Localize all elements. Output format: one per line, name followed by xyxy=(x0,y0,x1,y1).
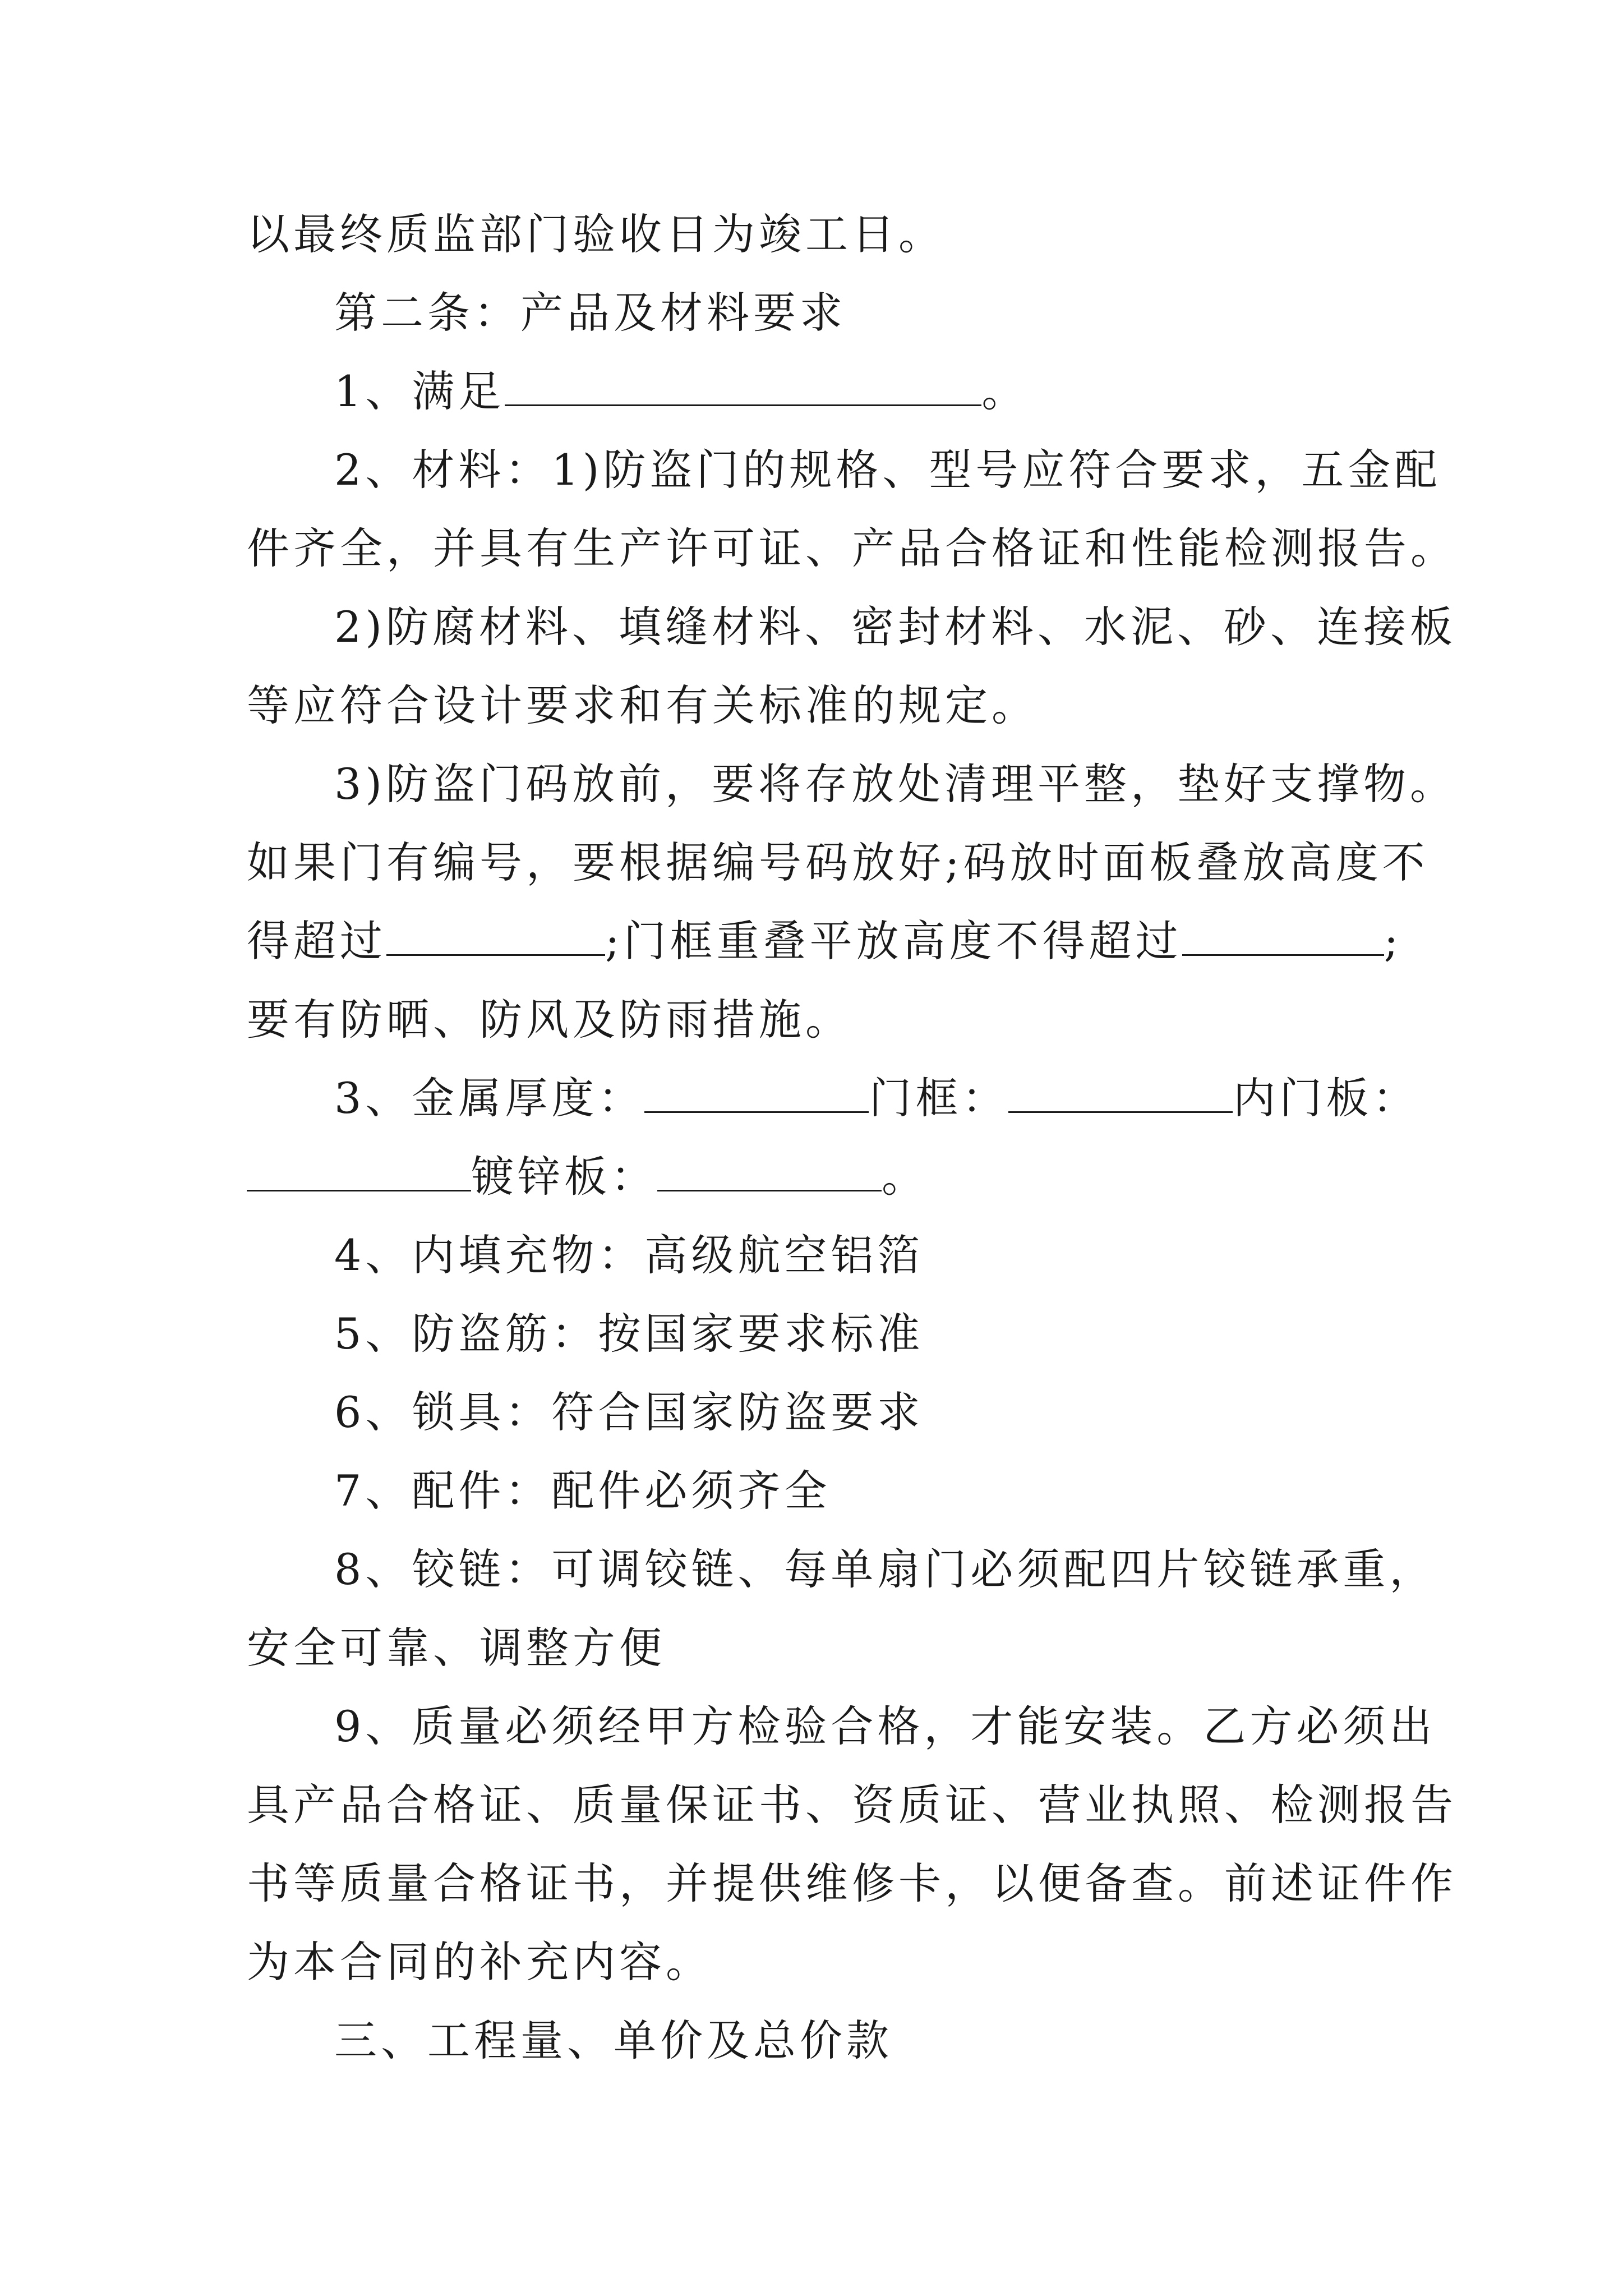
text-line xyxy=(334,756,1456,812)
text-line xyxy=(334,1699,1436,1755)
line-text: ; xyxy=(1384,916,1403,966)
text-line xyxy=(334,1227,924,1283)
line-text: 5、防盗筋：按国家要求标准 xyxy=(334,1309,924,1359)
line-text: 2、材料：1)防盗门的规格、型号应符合要求，五金配 xyxy=(334,445,1441,495)
text-line xyxy=(247,835,1429,891)
line-text: 。 xyxy=(882,1152,928,1202)
text-line xyxy=(247,1777,1457,1833)
section-heading xyxy=(334,2013,893,2069)
fill-in-blank xyxy=(1008,1078,1233,1113)
text-line xyxy=(334,1384,924,1441)
text-line xyxy=(247,913,1402,969)
line-text: 3、金属厚度： xyxy=(334,1073,645,1123)
fill-in-blank xyxy=(386,921,605,956)
text-line xyxy=(247,521,1457,577)
fill-in-blank xyxy=(644,1078,869,1113)
text-line xyxy=(247,206,945,263)
line-text: 得超过 xyxy=(247,916,386,966)
line-text: 7、配件：配件必须齐全 xyxy=(334,1466,831,1516)
fill-in-blank xyxy=(657,1156,882,1191)
text-line xyxy=(334,1306,924,1362)
text-line xyxy=(334,1542,1436,1598)
text-line xyxy=(334,1463,831,1519)
line-text: 镀锌板： xyxy=(471,1152,657,1202)
text-line xyxy=(247,1149,928,1205)
line-text: 6、锁具：符合国家防盗要求 xyxy=(334,1387,924,1437)
fill-in-blank xyxy=(1182,921,1384,956)
line-text: 8、铰链：可调铰链、每单扇门必须配四片铰链承重， xyxy=(334,1544,1436,1594)
line-text: 2)防腐材料、填缝材料、密封材料、水泥、砂、连接板 xyxy=(334,602,1457,652)
text-line xyxy=(247,1934,712,1990)
line-text: 书等质量合格证书，并提供维修卡，以便备查。前述证件作 xyxy=(247,1858,1457,1908)
text-line xyxy=(334,599,1456,655)
line-text: 4、内填充物：高级航空铝箔 xyxy=(334,1230,924,1280)
text-line xyxy=(247,678,1038,734)
line-text: 1、满足 xyxy=(334,366,505,416)
text-line xyxy=(247,1856,1457,1912)
line-text: 要有防晒、防风及防雨措施。 xyxy=(247,995,852,1045)
text-line xyxy=(334,442,1441,498)
line-text: 具产品合格证、质量保证书、资质证、营业执照、检测报告 xyxy=(247,1780,1457,1830)
text-line xyxy=(334,364,1028,420)
fill-in-blank xyxy=(247,1156,471,1191)
section-heading xyxy=(334,285,846,341)
line-text: 。 xyxy=(981,366,1029,416)
line-text: 三、工程量、单价及总价款 xyxy=(334,2016,893,2065)
text-line xyxy=(247,1620,666,1676)
line-text: ;门框重叠平放高度不得超过 xyxy=(605,916,1182,966)
fill-in-blank xyxy=(505,371,981,406)
text-line xyxy=(247,992,852,1048)
line-text: 安全可靠、调整方便 xyxy=(247,1623,666,1673)
line-text: 件齐全，并具有生产许可证、产品合格证和性能检测报告。 xyxy=(247,523,1457,573)
line-text: 3)防盗门码放前，要将存放处清理平整，垫好支撑物。 xyxy=(334,759,1457,809)
line-text: 第二条：产品及材料要求 xyxy=(334,288,846,338)
line-text: 内门板： xyxy=(1233,1073,1419,1123)
line-text: 9、质量必须经甲方检验合格，才能安装。乙方必须出 xyxy=(334,1701,1436,1751)
line-text: 为本合同的补充内容。 xyxy=(247,1937,712,1987)
line-text: 如果门有编号，要根据编号码放好;码放时面板叠放高度不 xyxy=(247,838,1429,887)
line-text: 门框： xyxy=(869,1073,1009,1123)
line-text: 等应符合设计要求和有关标准的规定。 xyxy=(247,680,1038,730)
line-text: 以最终质监部门验收日为竣工日。 xyxy=(247,209,945,259)
text-line xyxy=(334,1070,1419,1126)
